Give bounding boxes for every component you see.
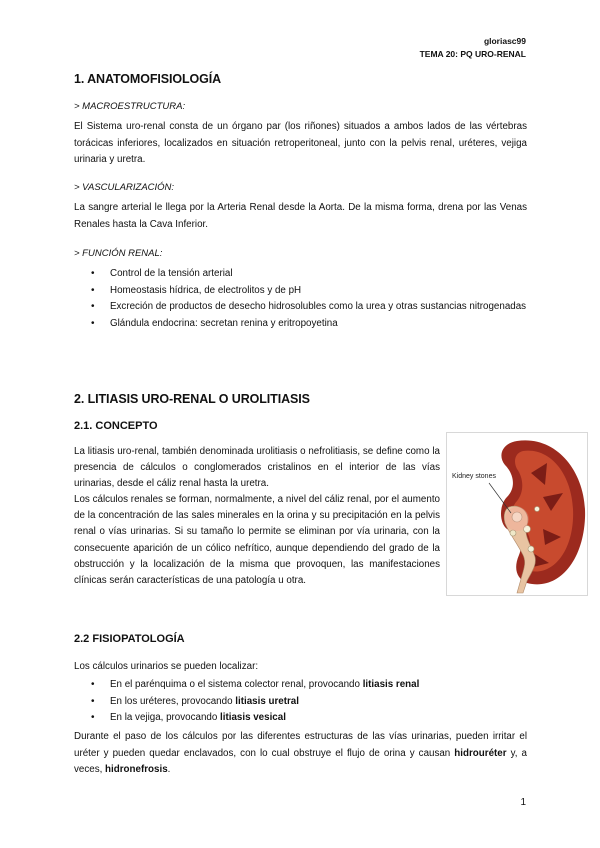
list-item: • En los uréteres, provocando litiasis uretral (74, 694, 527, 711)
list-item: • En el parénquima o el sistema colector renal, provocando litiasis renal (74, 677, 527, 694)
section1-title: 1. ANATOMOFISIOLOGÍA (74, 72, 222, 86)
header-topic: TEMA 20: PQ URO-RENAL (419, 49, 526, 59)
macro-label: > MACROESTRUCTURA: (74, 101, 186, 112)
list-item: • Homeostasis hídrica, de electrolitos y de pH (74, 283, 527, 300)
page-number: 1 (520, 797, 526, 808)
header-author: gloriasc99 (483, 36, 526, 46)
fisio-intro: Los cálculos urinarios se pueden localizar: (74, 661, 259, 672)
func-label: > FUNCIÓN RENAL: (74, 248, 163, 259)
macro-text: El Sistema uro-renal consta de un órgano par (los riñones) situados a ambos lados de las vértebras torácicas inferiores, localizados en situación retroperitoneal, junto con la pelvis renal, uréteres, vejiga urinaria y uretra. (74, 121, 527, 165)
vasc-text: La sangre arterial le llega por la Arteria Renal desde la Aorta. De la misma forma, drena por las Venas Renales hasta la Cava Inferior. (74, 202, 527, 230)
list-item: • Glándula endocrina: secretan renina y eritropoyetina (74, 316, 527, 333)
section2-title: 2. LITIASIS URO-RENAL O UROLITIASIS (74, 392, 310, 406)
concept-p2: Los cálculos renales se forman, normalmente, a nivel del cáliz renal, por el aumento de la concentración de las sales minerales en la orina y su precipitación en la pelvis renal o vías urinarias. Si su tamaño lo permite se eliminan por vía urinaria, con la consecuente aparición de un cólico nefrítico, aunque dependiendo del grado de la obstrucción y la localización de la misma que provoquen, las manifestaciones clínicas serán características de una patología u otra. (74, 494, 440, 587)
list-item: • Excreción de productos de desecho hidrosolubles como la urea y otras sustancias nitrogenadas (74, 299, 527, 316)
list-item: • Control de la tensión arterial (74, 266, 527, 283)
list-item: • En la vejiga, provocando litiasis vesical (74, 710, 527, 727)
kidney-illustration (447, 433, 587, 595)
figure-label: Kidney stones (452, 473, 496, 480)
fisio-title: 2.2 FISIOPATOLOGÍA (74, 633, 185, 645)
fisio-final: Durante el paso de los cálculos por las diferentes estructuras de las vías urinarias, pueden irritar el uréter y pueden quedar enclavados, con lo cual obstruye el flujo de orina y causan hidrouréter y, a veces, hidronefrosis. (74, 731, 527, 775)
fisio-list (74, 677, 527, 727)
concept-p1: La litiasis uro-renal, también denominada urolitiasis o nefrolitiasis, se define como la presencia de cálculos o conglomerados cristalinos en el interior de las vías urinarias, desde el cáliz renal hasta la uretra. (74, 446, 440, 490)
concept-title: 2.1. CONCEPTO (74, 420, 158, 432)
kidney-stones-figure (446, 432, 588, 596)
vasc-label: > VASCULARIZACIÓN: (74, 182, 175, 193)
func-list (74, 266, 527, 332)
